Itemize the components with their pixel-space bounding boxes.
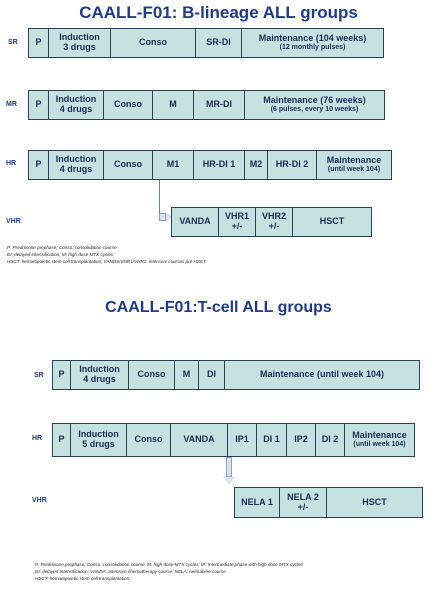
cell-text: DI 2 — [321, 434, 339, 445]
legend-line: HSCT: hematopoietic stem cell transplantation; — [35, 575, 131, 581]
b-vhr-arrow-shaft — [159, 213, 166, 221]
cell-text: VANDA — [183, 434, 215, 445]
t-hr-row — [52, 423, 414, 457]
cell-subtext: 4 drugs — [59, 164, 93, 174]
b-hr-m1 — [152, 150, 194, 180]
t-hr-di2 — [315, 423, 345, 457]
b-sr-maintenance — [241, 28, 384, 58]
b-sr-label: SR — [8, 39, 18, 46]
b-vhr-connector-line — [159, 180, 160, 217]
t-hr-ip1 — [227, 423, 257, 457]
legend-line: P: Prednisone prephase; Conso: consolidation course — [7, 245, 117, 250]
b-mr-maintenance — [244, 90, 385, 120]
cell-subtext: +/- — [297, 501, 309, 512]
cell-text: Induction — [59, 32, 100, 43]
cell-text: M2 — [249, 159, 263, 170]
cell-text: Maintenance (76 weeks) — [263, 95, 366, 106]
cell-text: Maintenance (until week 104) — [259, 369, 385, 380]
legend-line: DI: delayed intensification; M: high dose MTX cycles; — [7, 251, 115, 257]
b-hr-prephase — [28, 150, 49, 180]
t-vhr-nela2 — [279, 487, 327, 518]
b-mr-prephase — [28, 90, 49, 120]
t-vhr-row — [234, 487, 422, 518]
cell-text: HR-DI 1 — [202, 159, 236, 170]
cell-subtext: 5 drugs — [82, 439, 115, 449]
cell-text: Induction — [55, 154, 97, 165]
cell-text: Conso — [137, 369, 166, 380]
legend-line: HSCT: hematopoietic stem cell transplantation; VANDA/VHR1/VHR2: intensive courses pre HSCT — [7, 258, 207, 264]
cell-text: DI — [207, 369, 216, 380]
t-hr-induction — [70, 423, 127, 457]
b-mr-conso — [103, 90, 153, 120]
cell-text: Maintenance — [352, 430, 407, 441]
cell-text: P — [58, 434, 65, 445]
b-vhr-hsct — [292, 207, 372, 237]
b-hr-conso — [103, 150, 153, 180]
cell-subtext: (until week 104) — [327, 166, 381, 174]
legend-line: P: Prednisone prephase; Conso: consolidation course; M: high dose MTX cycles; IP: Intermediate phase with high dose MTX cycles — [35, 562, 303, 567]
b-hr-label: HR — [6, 160, 17, 167]
t-sr-conso — [128, 360, 175, 390]
t-hr-ip2 — [286, 423, 316, 457]
b-vhr-vanda — [171, 207, 219, 237]
cell-text: Conso — [114, 99, 142, 110]
b-hr-di1 — [193, 150, 245, 180]
cell-text: Conso — [134, 434, 163, 445]
b-lineage-title: CAALL-F01: B-lineage ALL groups — [79, 3, 358, 22]
cell-text: IP1 — [235, 434, 249, 445]
cell-text: Maintenance — [326, 155, 382, 166]
cell-text: Conso — [139, 37, 167, 48]
cell-subtext: (6 pulses, every 10 weeks) — [270, 106, 359, 114]
cell-subtext: +/- — [268, 221, 280, 231]
b-sr-di — [195, 28, 242, 58]
b-hr-induction — [48, 150, 104, 180]
cell-text: P — [35, 37, 42, 48]
t-vhr-hsct — [326, 487, 423, 518]
cell-text: Induction — [78, 429, 119, 440]
t-vhr-nela1 — [234, 487, 280, 518]
t-hr-label: HR — [32, 435, 43, 442]
cell-text: P — [58, 369, 65, 380]
cell-text: NELA 2 — [287, 491, 319, 502]
t-hr-conso — [126, 423, 171, 457]
cell-text: M — [169, 99, 177, 110]
cell-text: HR-DI 2 — [275, 159, 309, 170]
t-sr-m — [174, 360, 199, 390]
b-mr-m — [152, 90, 194, 120]
t-sr-induction — [70, 360, 129, 390]
cell-subtext: 3 drugs — [63, 42, 96, 52]
cell-text: Induction — [55, 94, 97, 105]
b-sr-induction — [48, 28, 111, 58]
t-vhr-label: VHR — [32, 497, 47, 504]
t-legend — [35, 562, 303, 583]
cell-text: Induction — [79, 364, 120, 375]
t-vhr-arrow-icon — [223, 477, 235, 485]
b-hr-row — [28, 150, 391, 180]
b-sr-conso — [110, 28, 196, 58]
cell-subtext: +/- — [231, 221, 243, 231]
cell-text: DI 1 — [263, 434, 280, 445]
b-mr-di — [193, 90, 245, 120]
cell-text: IP2 — [294, 434, 308, 445]
cell-text: P — [35, 99, 42, 110]
cell-subtext: 4 drugs — [83, 374, 116, 384]
t-hr-maintenance — [344, 423, 415, 457]
cell-text: Maintenance (104 weeks) — [258, 33, 367, 44]
t-hr-prephase — [52, 423, 71, 457]
cell-subtext: (12 monthly pulses) — [279, 44, 346, 52]
cell-text: NELA 1 — [241, 496, 273, 507]
cell-text: VHR2 — [261, 211, 286, 222]
t-sr-prephase — [52, 360, 71, 390]
t-sr-maintenance — [224, 360, 420, 390]
b-hr-di2 — [267, 150, 317, 180]
t-sr-di — [198, 360, 225, 390]
b-mr-induction — [48, 90, 104, 120]
cell-text: VHR1 — [224, 211, 249, 222]
b-legend — [7, 245, 206, 266]
legend-line: DI: delayed Intensification; VANDA: Intensive chemotherapy course; NELA: nelarabine course — [35, 568, 226, 574]
b-hr-maintenance — [316, 150, 392, 180]
cell-text: HSCT — [362, 496, 387, 507]
cell-text: SR-DI — [206, 37, 231, 48]
cell-text: P — [35, 159, 42, 170]
b-vhr-vhr1 — [218, 207, 256, 237]
b-vhr-label: VHR — [6, 218, 21, 225]
t-hr-di1 — [256, 423, 287, 457]
t-sr-label: SR — [34, 372, 44, 379]
b-sr-prephase — [28, 28, 49, 58]
cell-text: M1 — [166, 159, 180, 170]
b-vhr-vhr2 — [255, 207, 293, 237]
cell-text: HSCT — [319, 216, 345, 227]
t-sr-row — [52, 360, 419, 390]
cell-subtext: 4 drugs — [59, 104, 93, 114]
t-vhr-arrow-shaft — [226, 457, 232, 477]
b-mr-row — [28, 90, 384, 120]
b-hr-m2 — [244, 150, 268, 180]
b-mr-label: MR — [6, 101, 17, 108]
b-vhr-row — [171, 207, 371, 237]
cell-text: MR-DI — [206, 99, 232, 110]
t-hr-vanda — [170, 423, 228, 457]
cell-text: M — [182, 369, 191, 380]
t-cell-title: CAALL-F01:T-cell ALL groups — [105, 299, 332, 316]
cell-text: VANDA — [179, 216, 211, 227]
cell-text: Conso — [114, 159, 142, 170]
cell-subtext: (until week 104) — [353, 441, 406, 449]
b-sr-row — [28, 28, 383, 58]
